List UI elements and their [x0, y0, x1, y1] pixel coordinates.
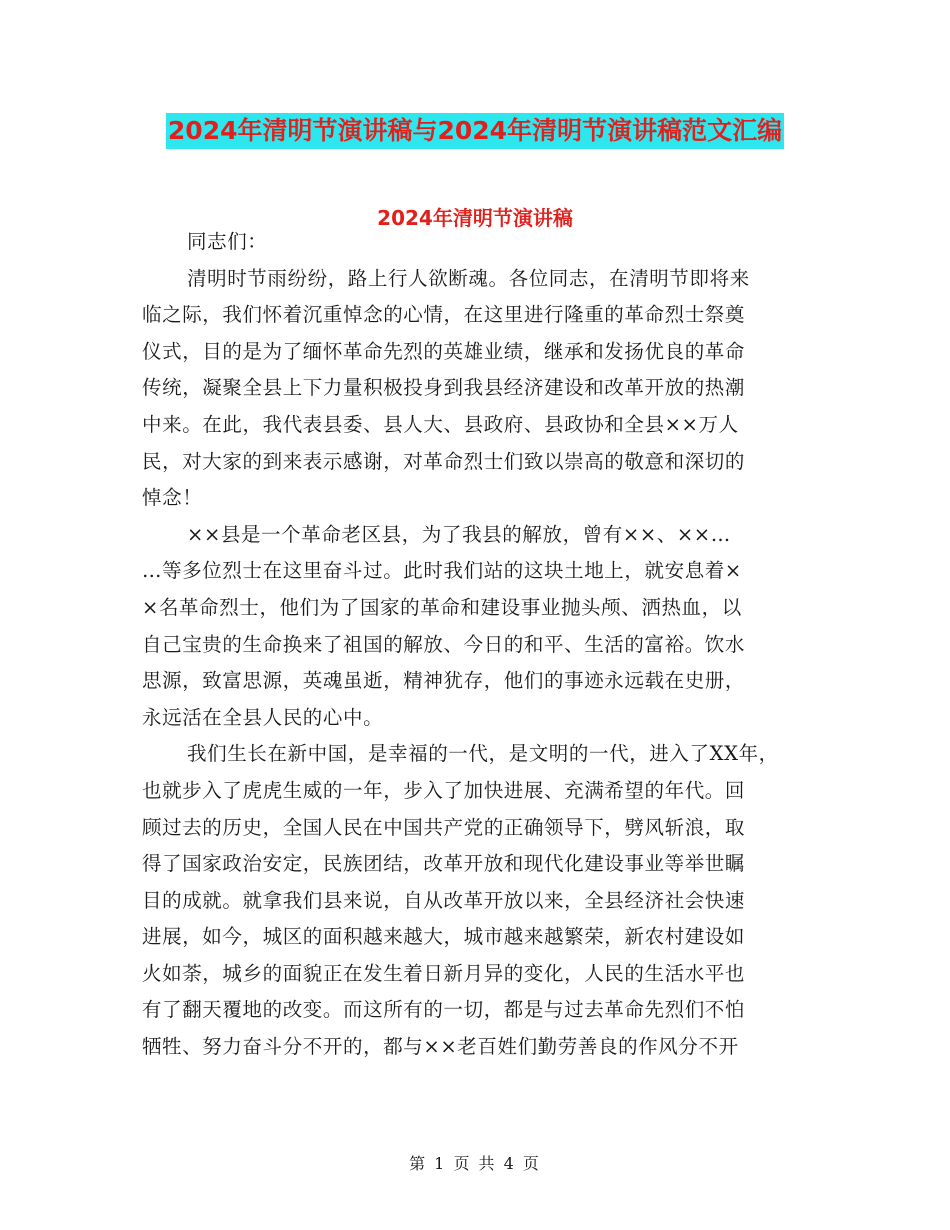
body-line: 自己宝贵的生命换来了祖国的解放、今日的和平、生活的富裕。饮水	[142, 632, 746, 656]
document-body	[142, 224, 810, 1066]
body-line: 我们生长在新中国，是幸福的一代，是文明的一代，进入了XX年，	[187, 742, 779, 766]
body-line: ××县是一个革命老区县，为了我县的解放，曾有××、××…	[187, 522, 731, 546]
body-line: 目的成就。就拿我们县来说，自从改革开放以来，全县经济社会快速	[142, 888, 746, 912]
body-line: 永远活在全县人民的心中。	[142, 705, 384, 729]
body-line: 中来。在此，我代表县委、县人大、县政府、县政协和全县××万人	[142, 412, 739, 436]
body-line: 清明时节雨纷纷，路上行人欲断魂。各位同志，在清明节即将来	[187, 266, 750, 290]
body-line: 思源，致富思源，英魂虽逝，精神犹存，他们的事迹永远载在史册，	[142, 669, 746, 693]
document-title-wrapper	[0, 113, 950, 149]
body-line: 仪式，目的是为了缅怀革命先烈的英雄业绩，继承和发扬优良的革命	[142, 339, 746, 363]
body-line: 牺牲、努力奋斗分不开的，都与××老百姓们勤劳善良的作风分不开	[142, 1035, 739, 1059]
body-line: 有了翻天覆地的改变。而这所有的一切，都是与过去革命先烈们不怕	[142, 998, 746, 1022]
body-line: 临之际，我们怀着沉重悼念的心情，在这里进行隆重的革命烈士祭奠	[142, 303, 746, 327]
body-line: 也就步入了虎虎生威的一年，步入了加快进展、充满希望的年代。回	[142, 778, 746, 802]
body-line: 顾过去的历史，全国人民在中国共产党的正确领导下，劈风斩浪，取	[142, 815, 746, 839]
body-line: 传统，凝聚全县上下力量积极投身到我县经济建设和改革开放的热潮	[142, 376, 746, 400]
page-footer: 第 1 页 共 4 页	[409, 1154, 541, 1173]
body-line: 悼念！	[142, 486, 203, 510]
body-line: 得了国家政治安定，民族团结，改革开放和现代化建设事业等举世瞩	[142, 852, 746, 876]
body-line: …等多位烈士在这里奋斗过。此时我们站的这块土地上，就安息着×	[142, 559, 742, 583]
body-line: 民，对大家的到来表示感谢，对革命烈士们致以崇高的敬意和深切的	[142, 449, 746, 473]
body-line: 同志们：	[187, 230, 268, 253]
document-title: 2024年清明节演讲稿与2024年清明节演讲稿范文汇编	[166, 113, 784, 149]
body-line: 火如荼，城乡的面貌正在发生着日新月异的变化，人民的生活水平也	[142, 961, 746, 985]
section-title: 2024年清明节演讲稿	[377, 206, 573, 230]
body-line: 进展，如今，城区的面积越来越大，城市越来越繁荣，新农村建设如	[142, 925, 746, 949]
body-line: ×名革命烈士，他们为了国家的革命和建设事业抛头颅、洒热血，以	[142, 595, 742, 619]
